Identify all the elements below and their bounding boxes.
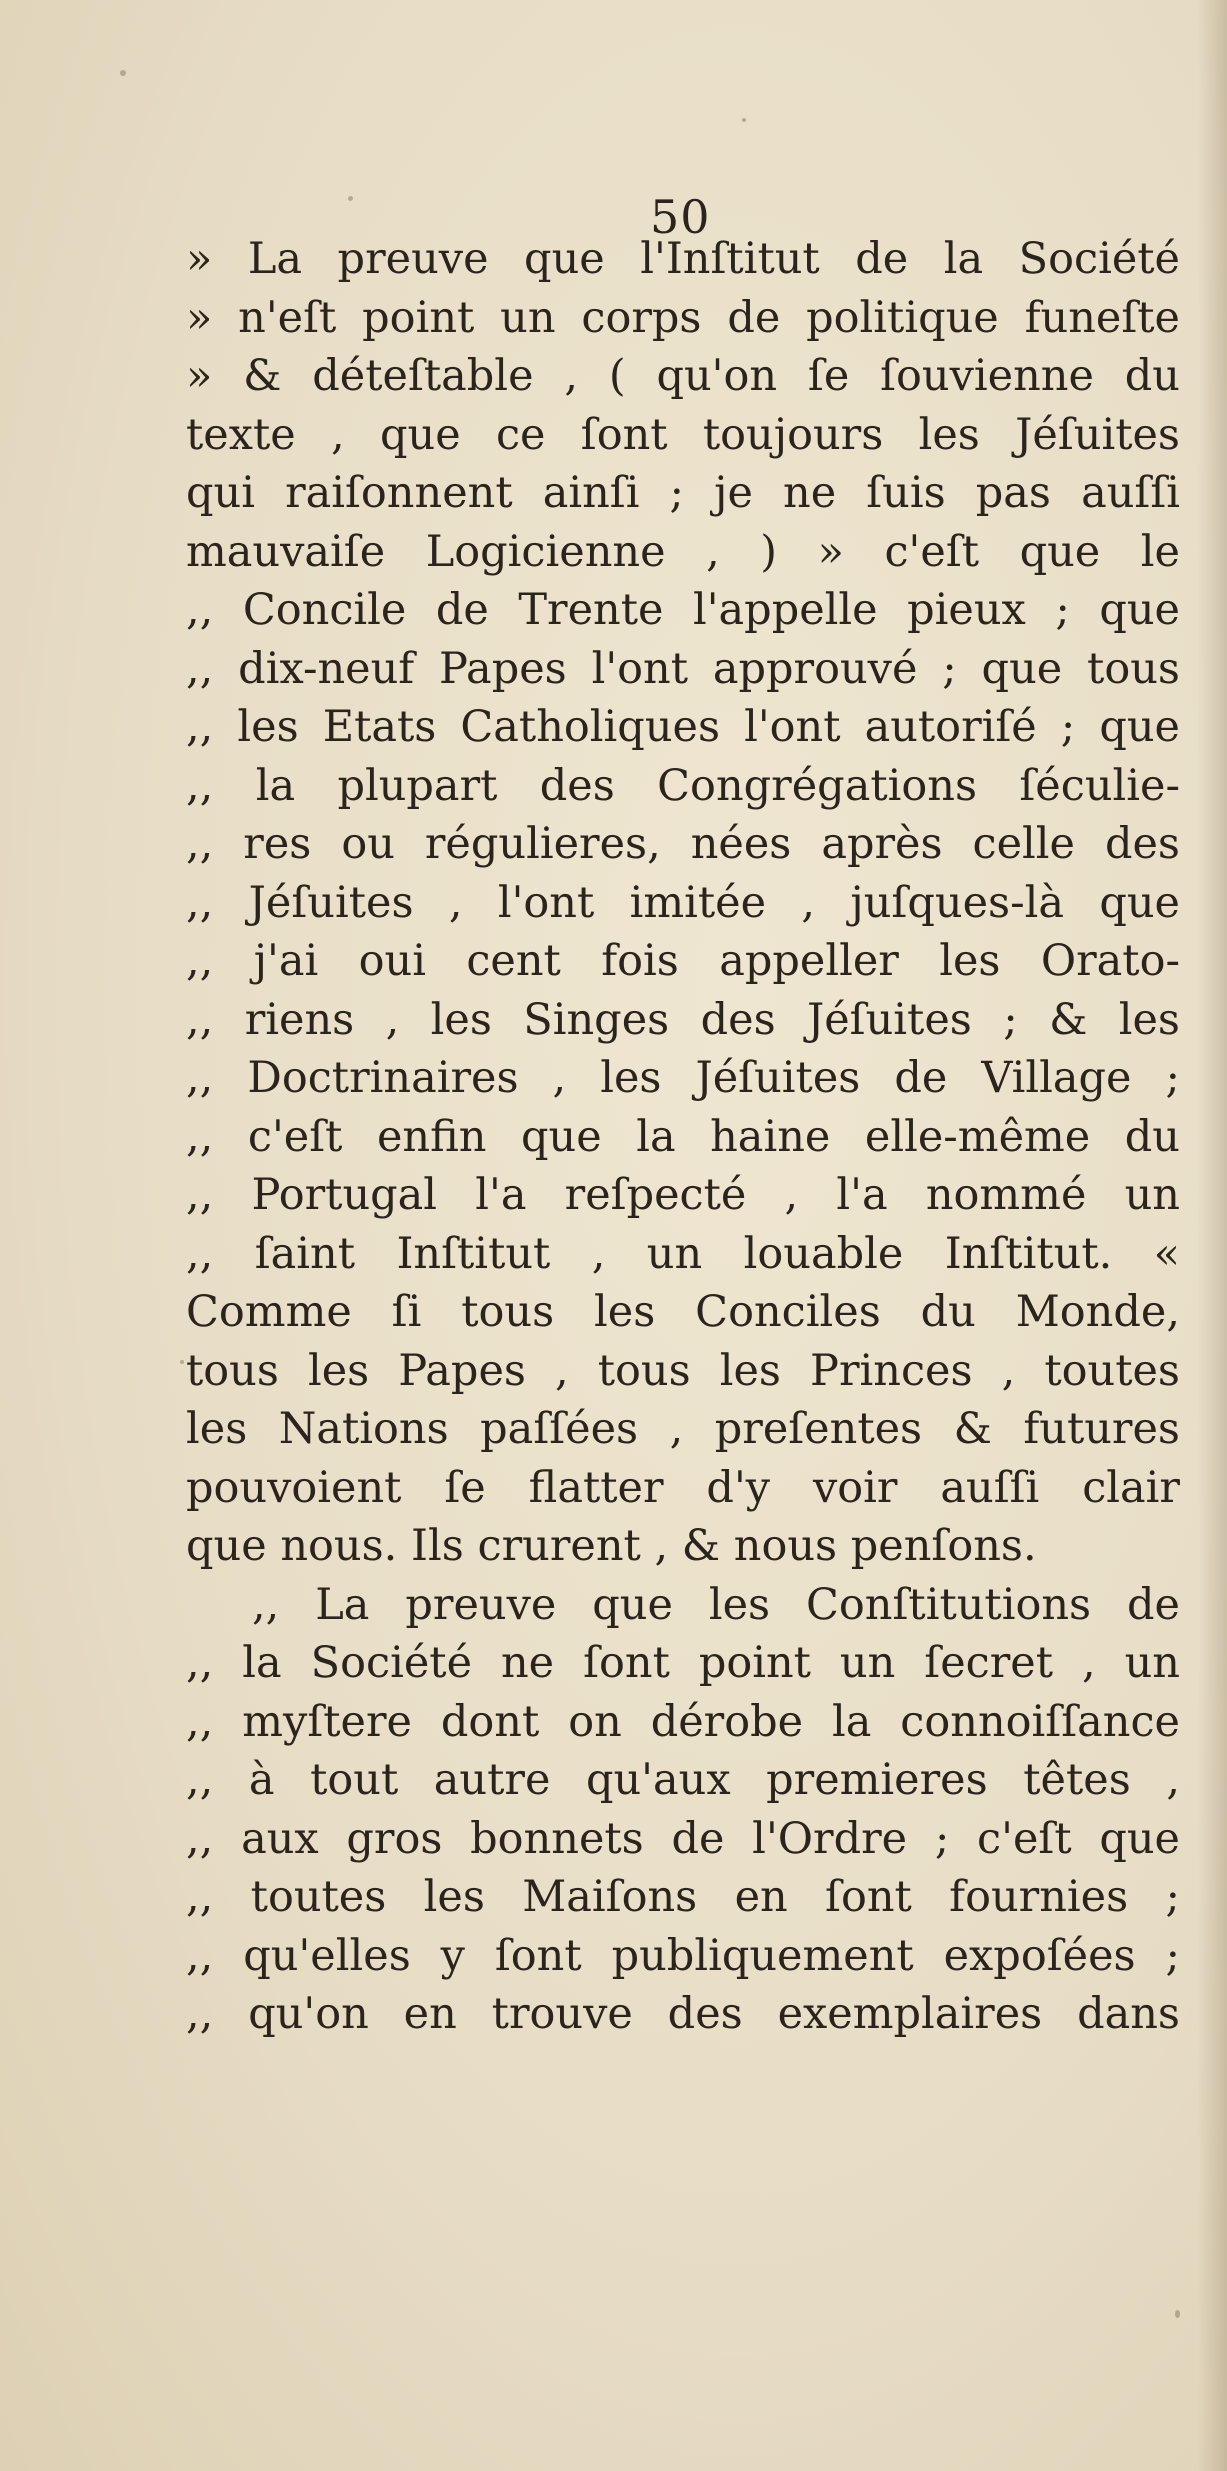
- page-edge-shadow: [1197, 0, 1227, 2471]
- text-line: les Nations paſſées , preſentes & futures: [186, 1404, 1180, 1454]
- text-line: pouvoient ſe flatter d'y voir auſſi clair: [186, 1462, 1180, 1513]
- text-line: » La preuve que l'Inſtitut de la Société: [186, 234, 1180, 284]
- text-line: ,, dix-neuf Papes l'ont approuvé ; que tous: [186, 643, 1180, 694]
- text-line: ,, j'ai oui cent fois appeller les Orato-: [186, 936, 1180, 986]
- text-line: ,, les Etats Catholiques l'ont autoriſé ; que: [186, 702, 1180, 752]
- text-line: Comme ſi tous les Conciles du Monde,: [186, 1287, 1180, 1337]
- text-line: ,, toutes les Maiſons en ſont fournies ;: [186, 1872, 1180, 1922]
- paper-speck: [1175, 2310, 1180, 2318]
- text-line: ,, à tout autre qu'aux premieres têtes ,: [186, 1755, 1180, 1805]
- text-line: ,, ſaint Inſtitut , un louable Inſtitut. «: [186, 1228, 1180, 1279]
- text-line: ,, qu'elles y ſont publiquement expoſées ;: [186, 1930, 1180, 1981]
- text-line: ,, Jéſuites , l'ont imitée , juſques-là que: [186, 877, 1180, 928]
- paper-speck: [120, 70, 126, 76]
- text-line: ,, qu'on en trouve des exemplaires dans: [186, 1989, 1180, 2039]
- text-line: ,, aux gros bonnets de l'Ordre ; c'eſt que: [186, 1813, 1180, 1864]
- body-text: [186, 230, 1180, 2044]
- paper-speck: [180, 1360, 184, 1364]
- text-line: texte , que ce ſont toujours les Jéſuites: [186, 409, 1180, 460]
- text-line: tous les Papes , tous les Princes , toutes: [186, 1345, 1180, 1396]
- paper-speck: [348, 196, 353, 201]
- text-line: » & déteſtable , ( qu'on ſe ſouvienne du: [186, 351, 1180, 401]
- page-number: 50: [650, 190, 711, 244]
- text-line: ,, la plupart des Congrégations ſéculie-: [186, 760, 1180, 811]
- text-line: ,, Portugal l'a reſpecté , l'a nommé un: [186, 1170, 1180, 1220]
- text-line: ,, Doctrinaires , les Jéſuites de Village ;: [186, 1053, 1180, 1103]
- text-line: qui raiſonnent ainſi ; je ne ſuis pas auſſi: [186, 468, 1180, 518]
- text-line: mauvaiſe Logicienne , ) » c'eſt que le: [186, 526, 1180, 577]
- text-line: ,, riens , les Singes des Jéſuites ; & les: [186, 994, 1180, 1045]
- text-line: ,, La preuve que les Conſtitutions de: [252, 1579, 1180, 1630]
- paper-speck: [742, 118, 746, 122]
- text-line: » n'eſt point un corps de politique funeſte: [186, 292, 1180, 343]
- text-line: que nous. Ils crurent , & nous penſons.: [186, 1521, 1037, 1571]
- text-line: ,, la Société ne ſont point un ſecret , un: [186, 1638, 1180, 1688]
- text-line: ,, myſtere dont on dérobe la connoiſſance: [186, 1696, 1180, 1747]
- text-line: ,, c'eſt enfin que la haine elle-même du: [186, 1111, 1180, 1162]
- text-line: ,, Concile de Trente l'appelle pieux ; que: [186, 585, 1180, 635]
- text-line: ,, res ou régulieres, nées après celle des: [186, 819, 1180, 869]
